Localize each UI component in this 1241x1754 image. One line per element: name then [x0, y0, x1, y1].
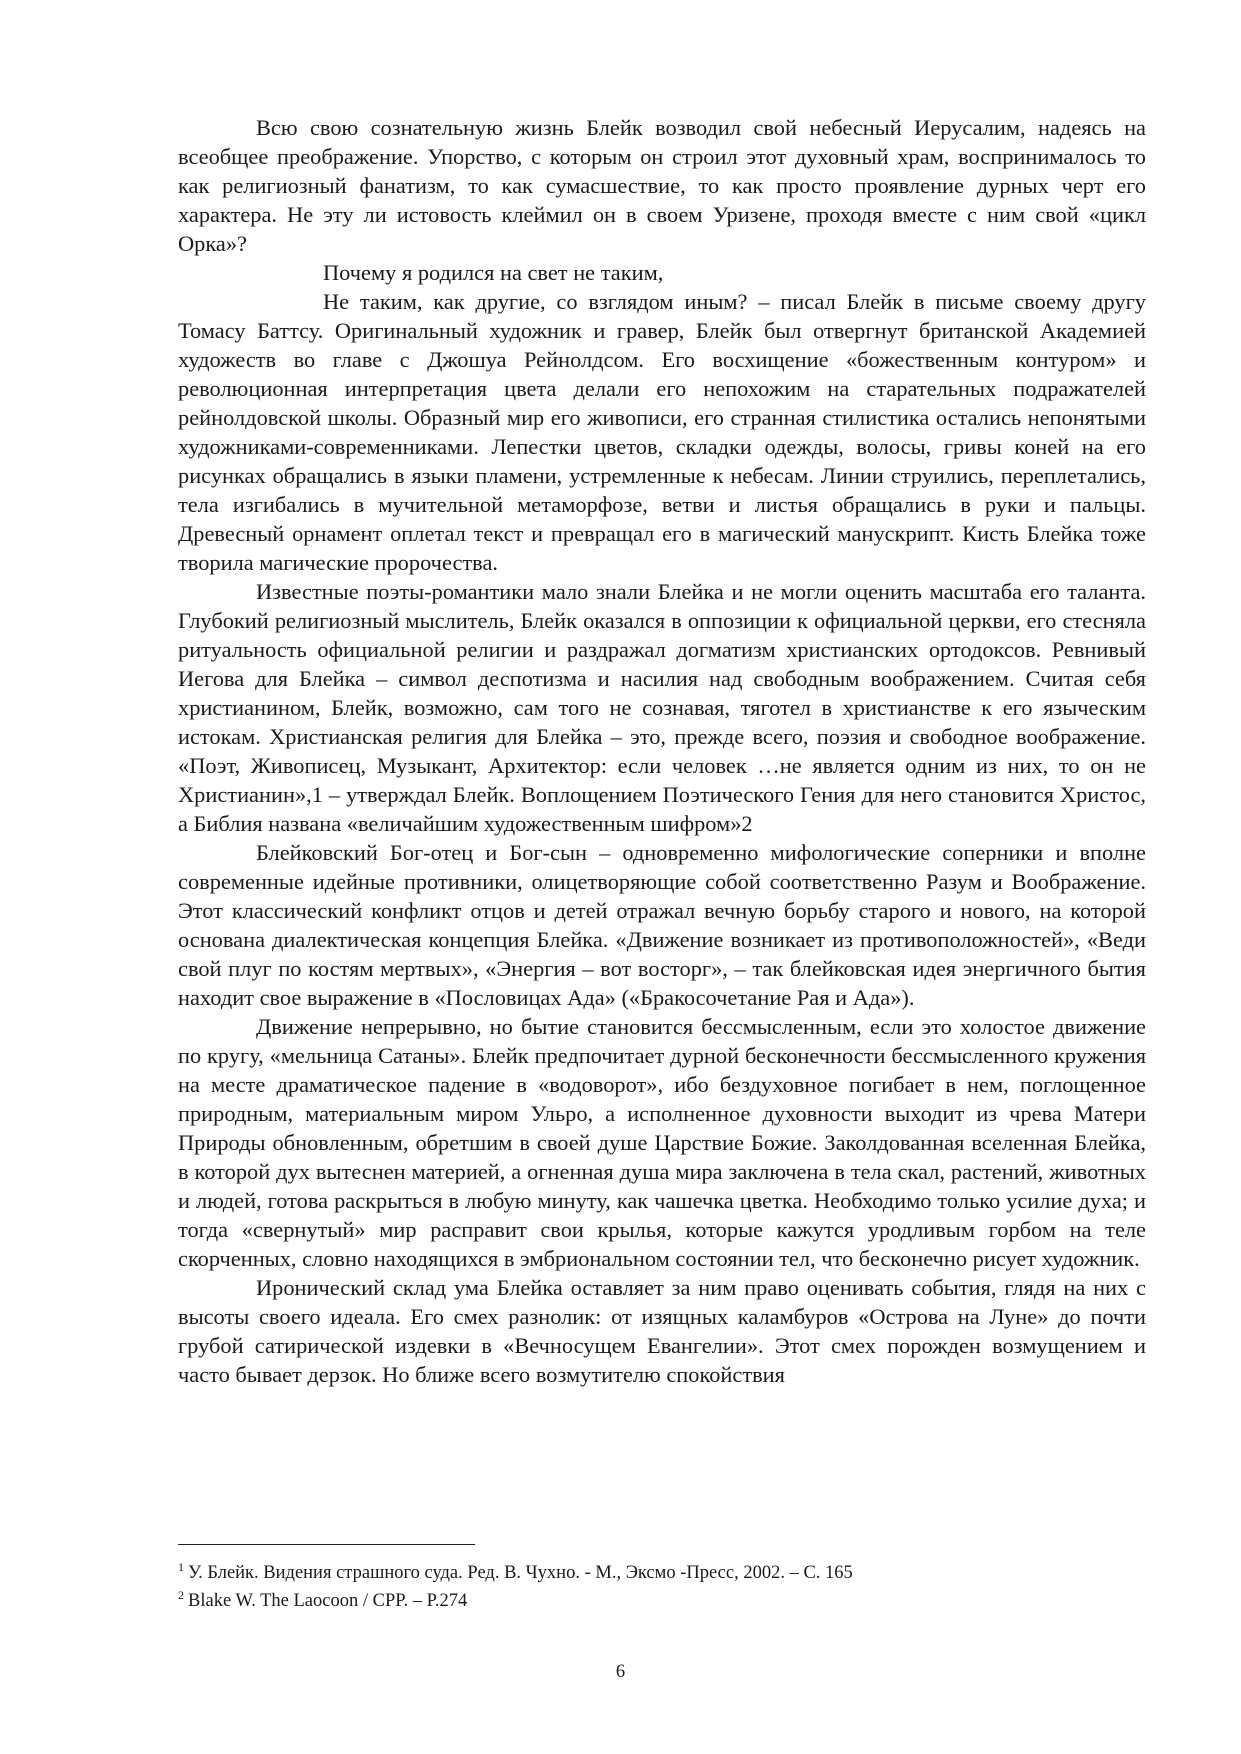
footnote-item [178, 1584, 1146, 1612]
footnote-mark: 2 [178, 1588, 184, 1602]
paragraph-jerusalem: Всю свою сознательную жизнь Блейк возводил свой небесный Иерусалим, надеясь на всеобщее преображение. Упорство, с которым он строил этот духовный храм, воспринималось то как религиозный фанатизм, то как сумасшествие, то как просто проявление дурных черт его характера. Не эту ли истовость клеймил он в своем Уризене, проходя вместе с ним свой «цикл Орка»? [178, 115, 1146, 256]
verse-line: Почему я родился на свет не таким, [323, 260, 664, 285]
paragraph-irony: Иронический склад ума Блейка оставляет за ним право оценивать события, глядя на них с высоты своего идеала. Его смех разнолик: от изящных каламбуров «Острова на Луне» до почти грубой сатирической издевки в «Вечносущем Евангелии». Этот смех порожден возмущением и часто бывает дерзок. Но ближе всего возмутителю спокойствия [178, 1275, 1146, 1387]
footnote-text: Blake W. The Laocoon / CPP. – P.274 [188, 1591, 468, 1611]
footnote-item [178, 1556, 1146, 1584]
footnote-separator [178, 1544, 475, 1545]
footnote-mark: 1 [178, 1560, 184, 1574]
page-number: 6 [615, 1662, 626, 1682]
paragraph-god-father-son: Блейковский Бог-отец и Бог-сын – одновременно мифологические соперники и вполне современные идейные противники, олицетворяющие собой соответственно Разум и Воображение. Этот классический конфликт отцов и детей отражал вечную борьбу старого и нового, на которой основана диалектическая концепция Блейка. «Движение возникает из противоположностей», «Веди свой плуг по костям мертвых», «Энергия – вот восторг», – так блейковская идея энергичного бытия находит свое выражение в «Пословицах Ада» («Бракосочетание Рая и Ада»). [178, 840, 1146, 1010]
footnote-text: У. Блейк. Видения страшного суда. Ред. В. Чухно. - М., Эксмо -Пресс, 2002. – С. 165 [188, 1563, 853, 1583]
paragraph-academy: Не таким, как другие, со взглядом иным? – писал Блейк в письме своему другу Томасу Баттсу. Оригинальный художник и гравер, Блейк был отвергнут британской Академией художеств во главе с Джошуа Рейнолдсом. Его восхищение «божественным контуром» и революционная интерпретация цвета делали его непохожим на старательных подражателей рейнолдовской школы. Образный мир его живописи, его странная стилистика остались непонятыми художниками-современниками. Лепестки цветов, складки одежды, волосы, гривы коней на его рисунках обращались в языки пламени, устремленные к небесам. Линии струились, переплетались, тела изгибались в мучительной метаморфозе, ветви и листья обращались в руки и пальцы. Древесный орнамент оплетал текст и превращал его в магический манускрипт. Кисть Блейка тоже творила магические пророчества. [178, 289, 1146, 575]
paragraph-movement: Движение непрерывно, но бытие становится бессмысленным, если это холостое движение по кругу, «мельница Сатаны». Блейк предпочитает дурной бесконечности бессмысленного кружения на месте драматическое падение в «водоворот», ибо бездуховное погибает в нем, поглощенное природным, материальным миром Ульро, а исполненное духовности выходит из чрева Матери Природы обновленным, обретшим в своей душе Царствие Божие. Заколдованная вселенная Блейка, в которой дух вытеснен материей, а огненная душа мира заключена в тела скал, растений, животных и людей, готова раскрыться в любую минуту, как чашечка цветка. Необходимо только усилие духа; и тогда «свернутый» мир расправит свои крылья, которые кажутся уродливым горбом на теле скорченных, словно находящихся в эмбриональном состоянии тел, что бесконечно рисует художник. [178, 1014, 1146, 1271]
page-body [178, 113, 1146, 1389]
paragraph-romantics: Известные поэты-романтики мало знали Блейка и не могли оценить масштаба его таланта. Глубокий религиозный мыслитель, Блейк оказался в оппозиции к официальной церкви, его стесняла ритуальность официальной религии и раздражал догматизм христианских ортодоксов. Ревнивый Иегова для Блейка – символ деспотизма и насилия над свободным воображением. Считая себя христианином, Блейк, возможно, сам того не сознавая, тяготел в христианстве к его языческим истокам. Христианская религия для Блейка – это, прежде всего, поэзия и свободное воображение. «Поэт, Живописец, Музыкант, Архитектор: если человек …не является одним из них, то он не Христианин»,1 – утверждал Блейк. Воплощением Поэтического Гения для него становится Христос, а Библия названа «величайшим художественным шифром»2 [178, 579, 1146, 836]
footnotes [178, 1556, 1146, 1612]
